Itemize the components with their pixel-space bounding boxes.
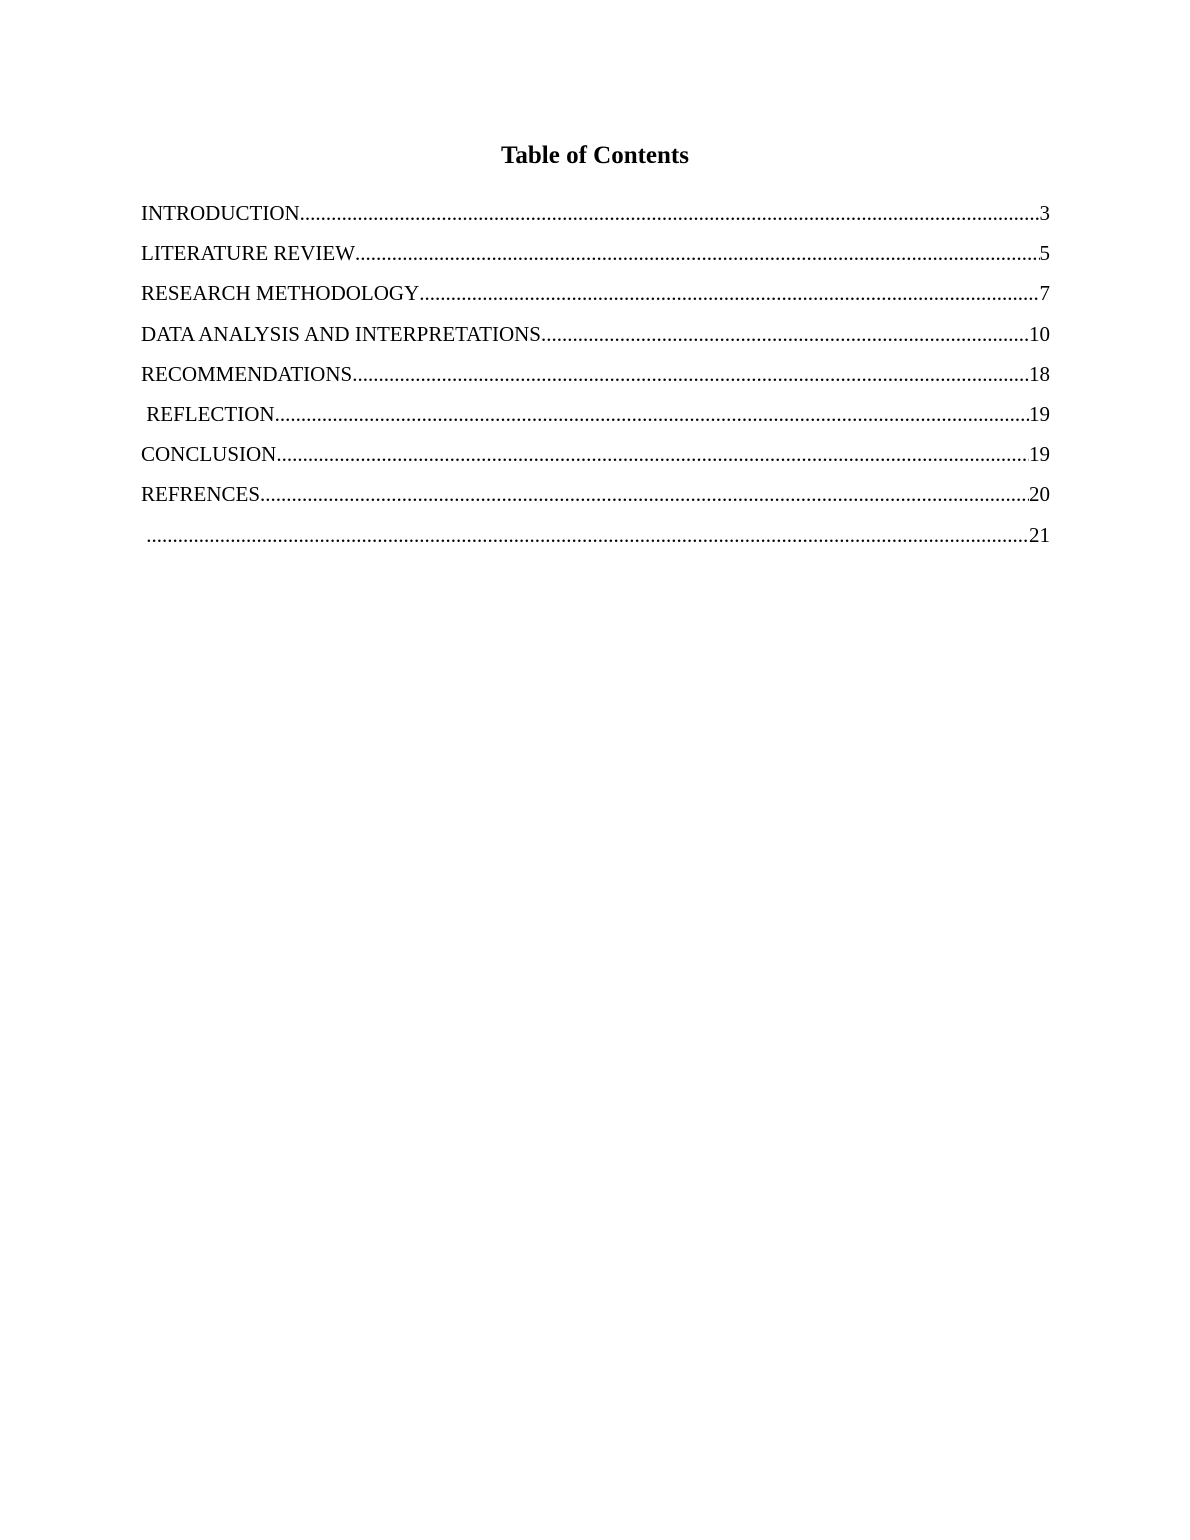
toc-dot-leader [260, 480, 1029, 508]
toc-entry-page-number: 10 [1029, 321, 1050, 346]
toc-entry-unlabeled[interactable] [141, 521, 1050, 561]
toc-dot-leader [419, 279, 1039, 307]
toc-entry-page-number: 19 [1029, 401, 1050, 426]
toc-dot-leader [146, 521, 1029, 549]
toc-entry-page-number: 18 [1029, 361, 1050, 386]
toc-entry-data-analysis[interactable] [141, 320, 1050, 360]
toc-entry-research-methodology[interactable] [141, 279, 1050, 319]
toc-dot-leader [275, 400, 1029, 428]
toc-dot-leader [355, 239, 1039, 267]
toc-entry-page-number: 3 [1039, 201, 1050, 225]
toc-dot-leader [300, 199, 1040, 227]
toc-list [141, 199, 1050, 561]
toc-entry-conclusion[interactable] [141, 440, 1050, 480]
toc-entry-label: LITERATURE REVIEW [141, 241, 356, 266]
toc-entry-page-number: 19 [1029, 442, 1050, 467]
toc-entry-page-number: 21 [1029, 522, 1050, 547]
toc-entry-label: DATA ANALYSIS AND INTERPRETATIONS [141, 321, 541, 346]
toc-entry-label: REFLECTION [141, 401, 275, 426]
toc-entry-page-number: 5 [1039, 241, 1050, 266]
toc-entry-label: REFRENCES [141, 482, 261, 507]
toc-entry-literature-review[interactable] [141, 239, 1050, 279]
toc-dot-leader [352, 360, 1029, 388]
toc-entry-label: INTRODUCTION [141, 201, 300, 225]
toc-entry-label: RESEARCH METHODOLOGY [141, 281, 420, 306]
toc-dot-leader [541, 320, 1029, 348]
toc-entry-page-number: 7 [1039, 281, 1050, 306]
toc-dot-leader [276, 440, 1029, 468]
toc-title: Table of Contents [501, 142, 689, 169]
toc-entry-reflection[interactable] [141, 400, 1050, 440]
toc-entry-recommendations[interactable] [141, 360, 1050, 400]
toc-entry-references[interactable] [141, 480, 1050, 520]
toc-entry-page-number: 20 [1029, 482, 1050, 507]
toc-entry-introduction[interactable] [141, 199, 1050, 239]
toc-entry-label: CONCLUSION [141, 442, 277, 467]
toc-entry-label: RECOMMENDATIONS [141, 361, 353, 386]
